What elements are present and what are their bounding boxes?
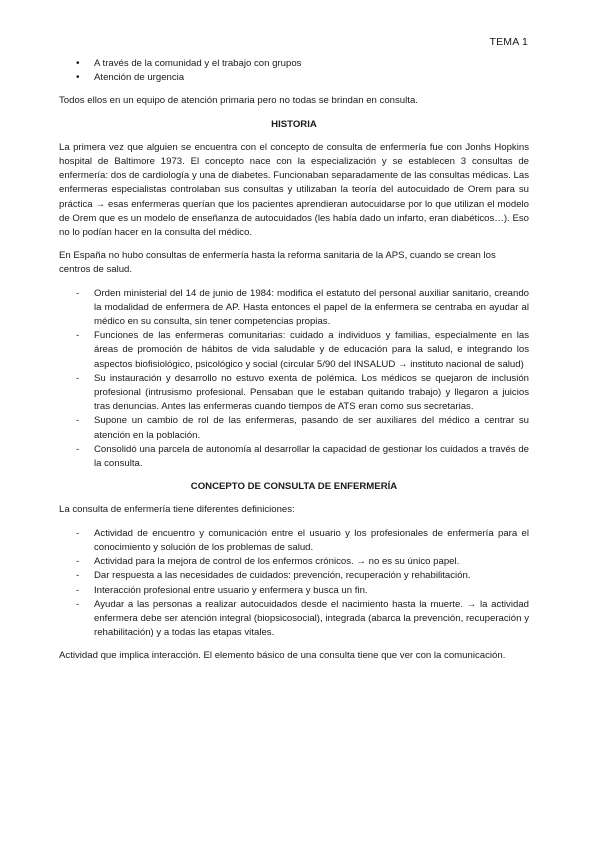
dash-icon: -: [76, 570, 80, 582]
historia-list: [59, 287, 529, 472]
historia-paragraph-2: En España no hubo consultas de enfermería hasta la reforma sanitaria de la APS, cuando se crean los centros de salud.: [59, 250, 496, 276]
list-item: - Supone un cambio de rol de las enfermeras, pasando de ser auxiliares del médico a centrar su atención en la población.: [76, 415, 529, 441]
concepto-intro: La consulta de enfermería tiene diferentes definiciones:: [59, 504, 295, 516]
dash-icon: -: [76, 287, 80, 299]
bullet-icon: •: [76, 58, 80, 69]
dash-icon: -: [76, 372, 80, 384]
list-item: - Dar respuesta a las necesidades de cuidados: prevención, recuperación y rehabilitación.: [59, 569, 529, 583]
section-heading-historia: HISTORIA: [271, 118, 317, 130]
dash-icon: -: [76, 330, 80, 342]
dash-icon: -: [76, 527, 80, 539]
dash-icon: -: [76, 415, 80, 427]
dash-icon: -: [76, 584, 80, 596]
list-item: - Su instauración y desarrollo no estuvo exenta de polémica. Los médicos se quejaron de inclusión profesional (intrusismo profesional. Pensaban que le estaban quitando trabajo) y llegaron a juicios tras denuncias. Antes las enfermeras cuando tiempos de ATS eran como sus secretarias.: [76, 372, 529, 413]
intro-bullet-list: [59, 57, 529, 85]
list-item: - Consolidó una parcela de autonomía al desarrollar la capacidad de gestionar los cuidados a través de la consulta.: [76, 443, 529, 470]
list-item: - Actividad para la mejora de control de los enfermos crónicos. → no es su único papel.: [59, 555, 529, 569]
historia-paragraph-1: La primera vez que alguien se encuentra con el concepto de consulta de enfermería fue con Jonhs Hopkins hospital de Baltimore 1973. El concepto nace con la especialización y se establecen 3 consultas de enfermería: dos de cardiología y una de diabetes. Funcionaban separadamente de las consultas médicas. Las enfermeras especialistas controlaban sus consultas y utilizaban la teoría del autocuidado de Orem para su práctica → esas enfermeras querían que los pacientes aprendieran autocuidarse por lo que utilizan el modelo de Orem que es un modelo de enseñanza de autocuidados (les había dado un infarto, eran diabéticos…). Eso no lo podían hacer en la consulta del médico.: [59, 141, 529, 239]
concepto-list: [59, 527, 529, 641]
intro-paragraph: Todos ellos en un equipo de atención primaria pero no todas se brindan en consulta.: [59, 95, 418, 107]
dash-icon: -: [76, 556, 80, 568]
dash-icon: -: [76, 443, 80, 455]
section-heading-concepto: CONCEPTO DE CONSULTA DE ENFERMERÍA: [190, 481, 398, 493]
list-item: • Atención de urgencia: [59, 71, 529, 85]
list-item: - Interacción profesional entre usuario y enfermera y busca un fin.: [59, 584, 529, 598]
concepto-closing: Actividad que implica interacción. El elemento básico de una consulta tiene que ver con la comunicación.: [59, 650, 506, 662]
dash-icon: -: [76, 598, 80, 610]
list-item: - Funciones de las enfermeras comunitarias: cuidado a individuos y familias, especialmente en las áreas de promoción de hábitos de vida saludable y de educación para la salud, e integrando los aspectos biofisiológico, psicológico y social (circular 5/90 del INSALUD → instituto nacional de salud): [76, 330, 529, 370]
list-item: - Orden ministerial del 14 de junio de 1984: modifica el estatuto del personal auxiliar sanitario, creando la modalidad de enfermera de AP. Hasta entonces el papel de la enfermera se centraba en ayudar al médico en su consulta, sin tener competencias propias.: [76, 287, 529, 328]
page-header-label: TEMA 1: [489, 36, 528, 48]
list-item: • A través de la comunidad y el trabajo con grupos: [59, 57, 529, 71]
bullet-icon: •: [76, 72, 80, 84]
list-item: - Ayudar a las personas a realizar autocuidados desde el nacimiento hasta la muerte. → la actividad enfermera debe ser atención integral (biopsicosocial), integrada (abarca la prevención, recuperación y rehabilitación) y a todas las etapas vitales.: [76, 598, 529, 639]
list-item: - Actividad de encuentro y comunicación entre el usuario y los profesionales de enfermería para el conocimiento y solución de los problemas de salud.: [76, 527, 529, 553]
document-body: [59, 57, 529, 673]
